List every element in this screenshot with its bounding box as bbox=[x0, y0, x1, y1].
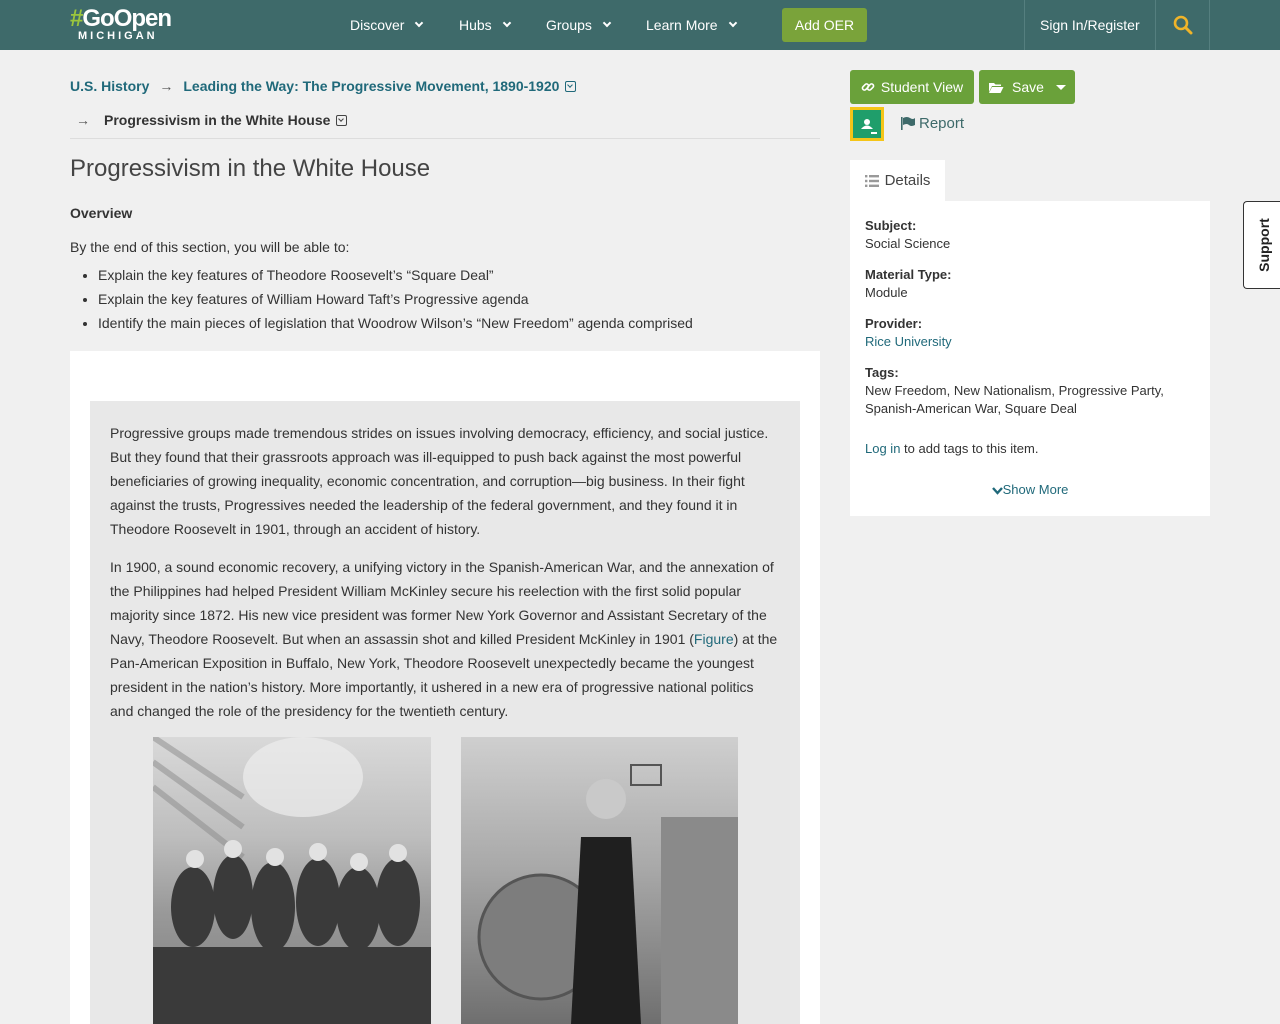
nav-hubs[interactable] bbox=[459, 0, 510, 50]
dropdown-box-icon[interactable] bbox=[565, 81, 576, 92]
list-item: • Identify the main pieces of legislation that Woodrow Wilson’s “New Freedom” agenda comprised bbox=[98, 311, 693, 335]
nav-groups[interactable] bbox=[546, 0, 610, 50]
student-view-button[interactable] bbox=[850, 70, 974, 104]
breadcrumb-current-label: Progressivism in the White House bbox=[104, 112, 331, 128]
breadcrumb bbox=[70, 78, 576, 94]
list-item: • Explain the key features of Theodore Roosevelt’s “Square Deal” bbox=[98, 263, 693, 287]
flag-icon bbox=[901, 117, 915, 130]
tab-details-label: Details bbox=[884, 172, 931, 189]
dropdown-box-icon[interactable] bbox=[336, 115, 347, 126]
folder-open-icon bbox=[988, 81, 1004, 94]
tags-field bbox=[865, 364, 1164, 418]
tags-label: Tags: bbox=[865, 365, 899, 380]
material-type-value: Module bbox=[865, 285, 908, 300]
nav-divider bbox=[1024, 0, 1025, 50]
subject-value: Social Science bbox=[865, 236, 951, 251]
nav-learn-more-label: Learn More bbox=[646, 17, 718, 33]
intro-text: By the end of this section, you will be able to: bbox=[70, 239, 350, 255]
tab-details[interactable] bbox=[850, 160, 945, 201]
add-oer-button[interactable]: Add OER bbox=[782, 8, 867, 42]
nav-divider bbox=[1209, 0, 1210, 50]
chevron-down-icon bbox=[992, 486, 1003, 495]
report-label: Report bbox=[919, 115, 965, 132]
nav-learn-more[interactable] bbox=[646, 0, 736, 50]
paragraph-text: In 1900, a sound economic recovery, a unifying victory in the Spanish-American War, and the annexation of the Philippines had helped President William McKinley secure his reelection with the first solid popular majority since 1872. His new vice president was former New York Governor and Assistant Secretary of the Navy, Theodore Roosevelt. But when an assassin shot and killed President McKinley in 1901 ( bbox=[110, 559, 774, 647]
paragraph-text: ) at the Pan-American Exposition in Buffalo, New York, Theodore Roosevelt unexpectedly became the youngest president in the nation’s history. More importantly, it ushered in a new era of progressive national politics and changed the role of the presidency for the twentieth century. bbox=[110, 631, 778, 719]
save-label: Save bbox=[1012, 79, 1044, 95]
subject-field bbox=[865, 217, 950, 253]
sign-in-register-link[interactable]: Sign In/Register bbox=[1040, 17, 1140, 33]
chevron-down-icon bbox=[415, 19, 423, 27]
list-icon bbox=[865, 175, 879, 187]
theodore-roosevelt-photo bbox=[461, 737, 738, 1024]
objectives-list bbox=[98, 263, 693, 335]
tags-value-line1: New Freedom, New Nationalism, Progressive Party, bbox=[865, 383, 1164, 398]
breadcrumb-current bbox=[76, 112, 347, 128]
page-title: Progressivism in the White House bbox=[70, 155, 431, 182]
provider-link[interactable]: Rice University bbox=[865, 334, 952, 349]
nav-groups-label: Groups bbox=[546, 17, 592, 33]
show-more-label: Show More bbox=[1002, 482, 1069, 497]
google-classroom-share-button[interactable] bbox=[850, 107, 884, 141]
paragraph bbox=[110, 555, 780, 723]
login-note-text: to add tags to this item. bbox=[900, 441, 1039, 456]
provider-label: Provider: bbox=[865, 316, 923, 331]
list-item: • Explain the key features of William Howard Taft’s Progressive agenda bbox=[98, 287, 693, 311]
logo-subtext: MICHIGAN bbox=[78, 30, 158, 42]
nav-discover-label: Discover bbox=[350, 17, 405, 33]
chevron-down-icon bbox=[603, 19, 611, 27]
overview-heading: Overview bbox=[70, 205, 133, 221]
search-icon bbox=[1173, 15, 1193, 35]
paragraph: Progressive groups made tremendous strides on issues involving democracy, efficiency, and social justice. But they found that their grassroots approach was ill-equipped to push back against the most powerful beneficiaries of growing inequality, economic concentration, and corruption—big business. In their fight against the trusts, Progressives needed the leadership of the federal government, and they found it in Theodore Roosevelt in 1901, through an accident of history. bbox=[110, 425, 769, 537]
chevron-down-icon bbox=[728, 19, 736, 27]
provider-field bbox=[865, 315, 952, 351]
mckinley-assassination-illustration bbox=[153, 737, 431, 1024]
support-tab[interactable] bbox=[1243, 201, 1280, 289]
link-icon bbox=[861, 80, 875, 94]
divider bbox=[70, 138, 820, 139]
nav-hubs-label: Hubs bbox=[459, 17, 492, 33]
chevron-down-icon bbox=[502, 19, 510, 27]
login-link[interactable]: Log in bbox=[865, 441, 901, 456]
search-button[interactable] bbox=[1156, 0, 1210, 50]
login-tags-note bbox=[865, 440, 1038, 458]
breadcrumb-progressive-movement[interactable]: Leading the Way: The Progressive Movement, 1890-1920 bbox=[183, 78, 560, 94]
report-link[interactable] bbox=[901, 115, 964, 132]
material-type-label: Material Type: bbox=[865, 267, 952, 282]
support-label: Support bbox=[1255, 218, 1272, 272]
show-more-button[interactable] bbox=[850, 482, 1210, 497]
figure-link[interactable]: Figure bbox=[693, 631, 734, 647]
gopen-michigan-logo[interactable] bbox=[70, 5, 172, 42]
caret-down-icon bbox=[1056, 85, 1066, 90]
illustration-shapes bbox=[153, 737, 431, 1024]
logo-hash: # bbox=[70, 5, 83, 32]
material-type-field bbox=[865, 266, 951, 302]
nav-discover[interactable] bbox=[350, 0, 422, 50]
breadcrumb-us-history[interactable]: U.S. History bbox=[70, 78, 150, 94]
top-navbar bbox=[0, 0, 1280, 50]
tags-value-line2: Spanish-American War, Square Deal bbox=[865, 401, 1077, 416]
logo-text: GoOpen bbox=[82, 5, 172, 32]
photo-shapes bbox=[461, 737, 738, 1024]
breadcrumb-arrow: → bbox=[159, 78, 174, 94]
student-view-label: Student View bbox=[880, 79, 964, 95]
subject-label: Subject: bbox=[865, 218, 917, 233]
google-classroom-icon bbox=[853, 110, 881, 138]
save-button[interactable] bbox=[979, 70, 1075, 104]
breadcrumb-arrow: → bbox=[76, 112, 90, 128]
